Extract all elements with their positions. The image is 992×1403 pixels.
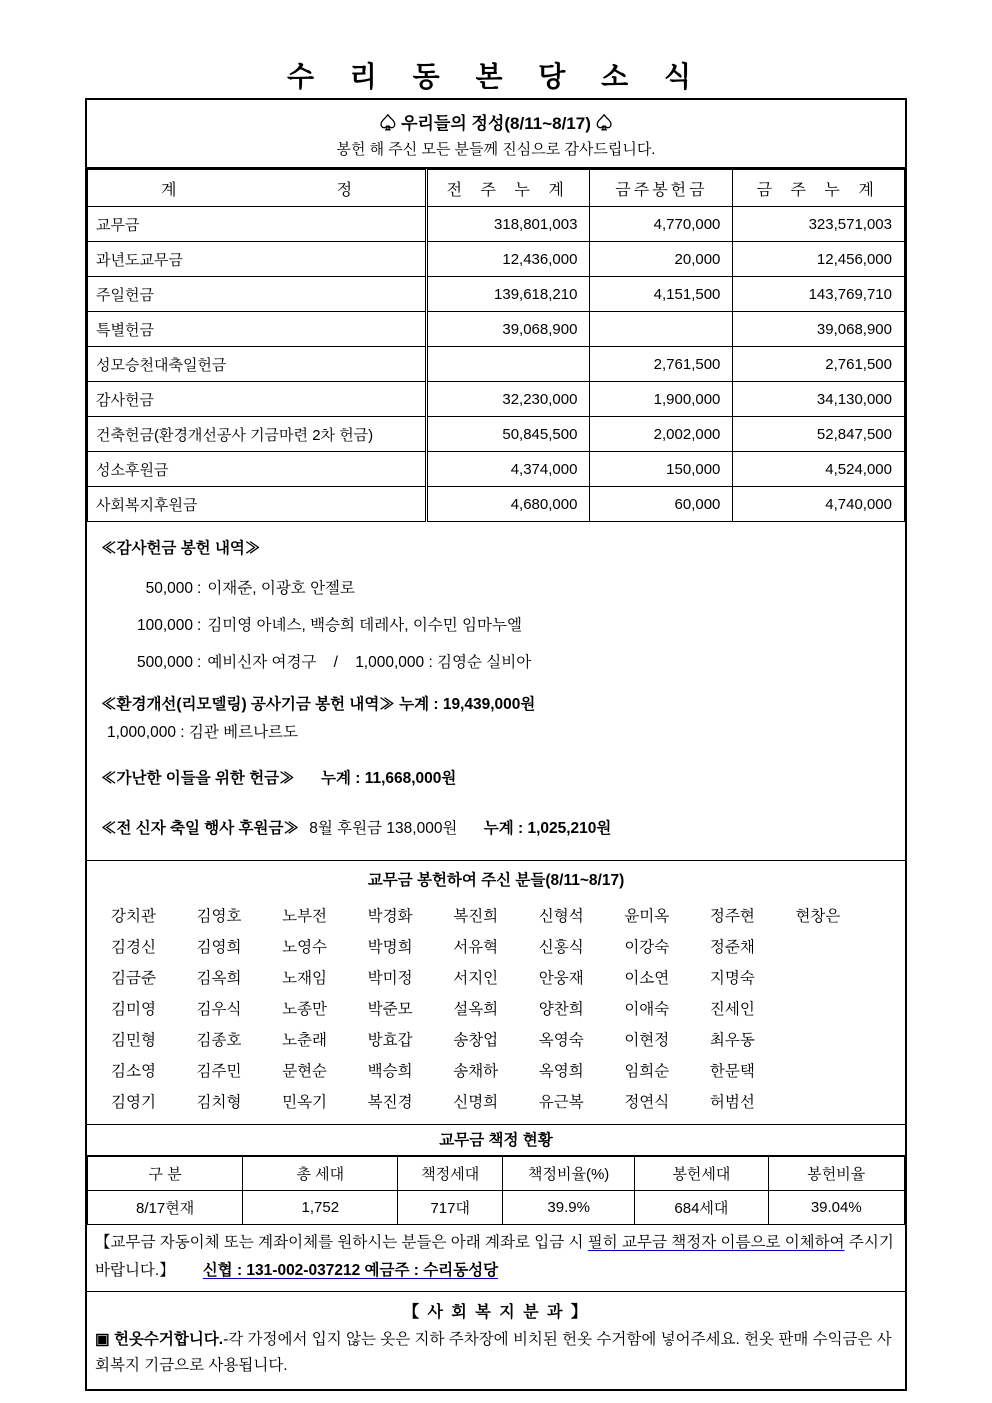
- account-header-right: 정: [336, 181, 353, 199]
- donor-name: 복진희: [453, 907, 499, 925]
- assessment-header-cell: 책정세대: [398, 1157, 503, 1191]
- prev-week-total-value: 39,068,900: [427, 312, 590, 347]
- transfer-notice: [87, 1225, 905, 1292]
- offering-header: [87, 100, 905, 169]
- prev-week-total-value: [427, 347, 590, 382]
- donor-name: 설옥희: [453, 1000, 499, 1018]
- thanks-detail-line: [101, 650, 891, 672]
- assessment-header-cell: 구 분: [88, 1157, 243, 1191]
- this-week-offering-header: 금주봉헌금: [590, 170, 733, 207]
- prev-week-total-header: 전 주 누 계: [427, 170, 590, 207]
- donor-name: 노재임: [282, 969, 328, 987]
- details-section: [87, 522, 905, 861]
- account-header-left: 계: [161, 181, 177, 199]
- account-header-cell: [88, 170, 427, 207]
- renovation-title-text: ≪환경개선(리모델링) 공사기금 봉헌 내역≫: [101, 696, 395, 713]
- prev-week-total-value: 139,618,210: [427, 277, 590, 312]
- this-week-offering-value: 4,770,000: [590, 207, 733, 242]
- assessment-section: [87, 1125, 905, 1225]
- donor-name: 김종호: [196, 1031, 242, 1049]
- bulletin-box: [85, 98, 907, 1391]
- donor-name: 노부전: [282, 907, 328, 925]
- donor-name: 유근복: [538, 1093, 584, 1111]
- this-week-total-value: 12,456,000: [733, 242, 905, 277]
- this-week-offering-value: 4,151,500: [590, 277, 733, 312]
- this-week-offering-value: 1,900,000: [590, 382, 733, 417]
- thanks-names: 예비신자 여경구 / 1,000,000 : 김영순 실비아: [207, 654, 532, 671]
- donor-names-row: [87, 1054, 905, 1085]
- assessment-data-row: [88, 1191, 905, 1225]
- donor-name: 진세인: [709, 1000, 755, 1018]
- offering-account-name: 성모승천대축일헌금: [88, 347, 427, 382]
- donor-name: 옥영희: [538, 1062, 584, 1080]
- transfer-notice-suffix: 주시기 바랍니다.】: [95, 1234, 894, 1279]
- donor-name: 노영수: [282, 938, 328, 956]
- donor-names-row: [87, 1023, 905, 1054]
- assessment-header-cell: 책정비율(%): [503, 1157, 635, 1191]
- donor-names-row: [87, 930, 905, 961]
- donor-name: 김미영: [111, 1000, 156, 1018]
- donor-name: 노종만: [282, 1000, 328, 1018]
- donors-section: [87, 861, 905, 1125]
- donor-name: 김옥희: [196, 969, 242, 987]
- account-info: 신협 : 131-002-037212 예금주 : 수리동성당: [202, 1262, 499, 1279]
- donor-name: 박미정: [367, 969, 413, 987]
- donor-name: 박준모: [367, 1000, 413, 1018]
- offering-table-header-row: [88, 170, 905, 207]
- poor-fund-line: [101, 766, 891, 816]
- thanks-amount: 50,000: [145, 580, 193, 597]
- this-week-total-value: 34,130,000: [733, 382, 905, 417]
- offering-account-name: 교무금: [88, 207, 427, 242]
- donor-name: 정주현: [709, 907, 755, 925]
- donor-name: 지명숙: [709, 969, 755, 987]
- offering-account-name: 성소후원금: [88, 452, 427, 487]
- donor-name: 김소영: [111, 1062, 156, 1080]
- donor-name: 김치형: [196, 1093, 242, 1111]
- assessment-value-cell: 39.9%: [503, 1191, 635, 1225]
- renovation-donor-line: 1,000,000 : 김관 베르나르도: [107, 724, 298, 741]
- this-week-total-value: 2,761,500: [733, 347, 905, 382]
- this-week-offering-value: 2,002,000: [590, 417, 733, 452]
- donor-name: 문현순: [282, 1062, 328, 1080]
- donor-name: 노춘래: [282, 1031, 328, 1049]
- thanks-detail-line: [101, 576, 891, 598]
- feast-fund-total: 누계 : 1,025,210원: [483, 820, 612, 837]
- assessment-header-cell: 봉헌세대: [635, 1157, 768, 1191]
- donor-name: 허범선: [709, 1093, 755, 1111]
- welfare-section-title: 【 사 회 복 지 분 과 】: [403, 1304, 589, 1321]
- offering-header-subtitle: 봉헌 해 주신 모든 분들께 진심으로 감사드립니다.: [336, 141, 656, 158]
- colon-separator: :: [197, 654, 202, 671]
- donor-name: 김우식: [196, 1000, 242, 1018]
- donor-name: 이강숙: [624, 938, 670, 956]
- prev-week-total-value: 12,436,000: [427, 242, 590, 277]
- thanks-detail-line: [101, 613, 891, 635]
- donor-name: 방효갑: [367, 1031, 413, 1049]
- thanks-amount: 100,000: [136, 617, 193, 634]
- assessment-value-cell: 39.04%: [768, 1191, 905, 1225]
- this-week-total-value: 39,068,900: [733, 312, 905, 347]
- donor-name: 민옥기: [282, 1093, 328, 1111]
- assessment-value-cell: 8/17현재: [88, 1191, 243, 1225]
- this-week-offering-value: [590, 312, 733, 347]
- donor-name: 한문택: [709, 1062, 755, 1080]
- feast-fund-line: [101, 816, 891, 860]
- renovation-detail-title: [101, 692, 891, 714]
- offering-account-name: 사회복지후원금: [88, 487, 427, 522]
- donor-name: 신홍식: [538, 938, 584, 956]
- donor-name: 김영기: [111, 1093, 156, 1111]
- donor-name: 신형석: [538, 907, 584, 925]
- used-clothes-notice: [87, 1327, 905, 1389]
- donor-name: 박명희: [367, 938, 413, 956]
- donor-name: 최우동: [709, 1031, 755, 1049]
- colon-separator: :: [197, 617, 202, 634]
- donor-name: 서유혁: [453, 938, 499, 956]
- donor-names-row: [87, 961, 905, 992]
- this-week-total-value: 323,571,003: [733, 207, 905, 242]
- spade-icon: ♤: [595, 114, 613, 133]
- renovation-total: 누계 : 19,439,000원: [399, 696, 536, 713]
- donor-name: 신명희: [453, 1093, 499, 1111]
- donors-section-title: 교무금 봉헌하여 주신 분들(8/11~8/17): [367, 872, 625, 889]
- assessment-value-cell: 717대: [398, 1191, 503, 1225]
- offering-row: [88, 417, 905, 452]
- this-week-total-value: 52,847,500: [733, 417, 905, 452]
- used-clothes-lead: 헌옷수거합니다.: [113, 1331, 224, 1348]
- offering-row: [88, 242, 905, 277]
- donor-name: 현창은: [795, 907, 841, 925]
- prev-week-total-value: 4,680,000: [427, 487, 590, 522]
- donor-name: 김경신: [111, 938, 156, 956]
- donor-name: 이소연: [624, 969, 670, 987]
- donor-name: 김금준: [111, 969, 156, 987]
- offering-account-name: 감사헌금: [88, 382, 427, 417]
- assessment-header-cell: 총 세대: [243, 1157, 398, 1191]
- offering-table: [87, 169, 905, 522]
- poor-fund-title: ≪가난한 이들을 위한 헌금≫: [101, 770, 295, 787]
- thanks-detail-title: ≪감사헌금 봉헌 내역≫: [101, 540, 261, 557]
- offering-row: [88, 312, 905, 347]
- offering-row: [88, 452, 905, 487]
- transfer-notice-prefix: 【교무금 자동이체 또는 계좌이체를 원하시는 분들은 아래 계좌로 입금 시: [95, 1234, 588, 1251]
- square-bullet-icon: ▣: [95, 1331, 110, 1348]
- donor-name: 이애숙: [624, 1000, 670, 1018]
- transfer-notice-underlined: 필히 교무금 책정자 이름으로 이체하여: [587, 1234, 845, 1251]
- donor-name: 윤미옥: [624, 907, 670, 925]
- donor-names-row: [87, 899, 905, 930]
- donor-name: 김영희: [196, 938, 242, 956]
- donor-name: 송채하: [453, 1062, 499, 1080]
- offering-title-text: 우리들의 정성(8/11~8/17): [401, 114, 591, 133]
- donor-name: 박경화: [367, 907, 413, 925]
- spade-icon: ♤: [379, 114, 397, 133]
- donor-name: 김주민: [196, 1062, 242, 1080]
- offering-account-name: 주일헌금: [88, 277, 427, 312]
- offering-account-name: 과년도교무금: [88, 242, 427, 277]
- donor-name: 김민형: [111, 1031, 156, 1049]
- assessment-header-cell: 봉헌비율: [768, 1157, 905, 1191]
- this-week-offering-value: 20,000: [590, 242, 733, 277]
- assessment-value-cell: 684세대: [635, 1191, 768, 1225]
- this-week-total-value: 143,769,710: [733, 277, 905, 312]
- this-week-total-value: 4,524,000: [733, 452, 905, 487]
- donor-name: 옥영숙: [538, 1031, 584, 1049]
- feast-fund-title: ≪전 신자 축일 행사 후원금≫: [101, 820, 299, 837]
- offering-account-name: 특별헌금: [88, 312, 427, 347]
- prev-week-total-value: 50,845,500: [427, 417, 590, 452]
- poor-fund-total: 누계 : 11,668,000원: [320, 770, 457, 787]
- offering-row: [88, 207, 905, 242]
- offering-row: [88, 487, 905, 522]
- donor-name: 양찬희: [538, 1000, 584, 1018]
- offering-row: [88, 382, 905, 417]
- this-week-offering-value: 150,000: [590, 452, 733, 487]
- donor-name: 정연식: [624, 1093, 670, 1111]
- this-week-total-header: 금 주 누 계: [733, 170, 905, 207]
- used-clothes-text: -각 가정에서 입지 않는 옷은 지하 주차장에 비치된 헌옷 수거함에 넣어주세요. 헌옷 판매 수익금은 사회복지 기금으로 사용됩니다.: [95, 1331, 892, 1374]
- thanks-names: 김미영 아녜스, 백승희 데레사, 이수민 임마누엘: [207, 617, 522, 634]
- donor-name: 복진경: [367, 1093, 413, 1111]
- prev-week-total-value: 32,230,000: [427, 382, 590, 417]
- thanks-names: 이재준, 이광호 안젤로: [207, 580, 355, 597]
- donor-name: 안웅재: [538, 969, 584, 987]
- feast-month-amount: 8월 후원금 138,000원: [309, 820, 458, 837]
- this-week-offering-value: 60,000: [590, 487, 733, 522]
- donor-names-row: [87, 992, 905, 1023]
- donor-name: 송창업: [453, 1031, 499, 1049]
- prev-week-total-value: 4,374,000: [427, 452, 590, 487]
- colon-separator: :: [197, 580, 202, 597]
- assessment-header-row: [88, 1157, 905, 1191]
- offering-account-name: 건축헌금(환경개선공사 기금마련 2차 헌금): [88, 417, 427, 452]
- assessment-table: [87, 1156, 905, 1225]
- offering-row: [88, 277, 905, 312]
- offering-row: [88, 347, 905, 382]
- donor-name: 서지인: [453, 969, 499, 987]
- welfare-section: [87, 1292, 905, 1389]
- donor-name: 정준채: [709, 938, 755, 956]
- page-title: 수 리 동 본 당 소 식: [286, 61, 705, 92]
- offering-header-title: [87, 109, 905, 134]
- this-week-total-value: 4,740,000: [733, 487, 905, 522]
- donor-name: 강치관: [111, 907, 156, 925]
- thanks-amount: 500,000: [136, 654, 193, 671]
- donor-name: 김영호: [196, 907, 242, 925]
- donor-name: 임희순: [624, 1062, 670, 1080]
- this-week-offering-value: 2,761,500: [590, 347, 733, 382]
- prev-week-total-value: 318,801,003: [427, 207, 590, 242]
- donor-names-row: [87, 1085, 905, 1116]
- assessment-title: 교무금 책정 현황: [87, 1125, 905, 1156]
- donor-name: 백승희: [367, 1062, 413, 1080]
- assessment-value-cell: 1,752: [243, 1191, 398, 1225]
- donor-name: 이현정: [624, 1031, 670, 1049]
